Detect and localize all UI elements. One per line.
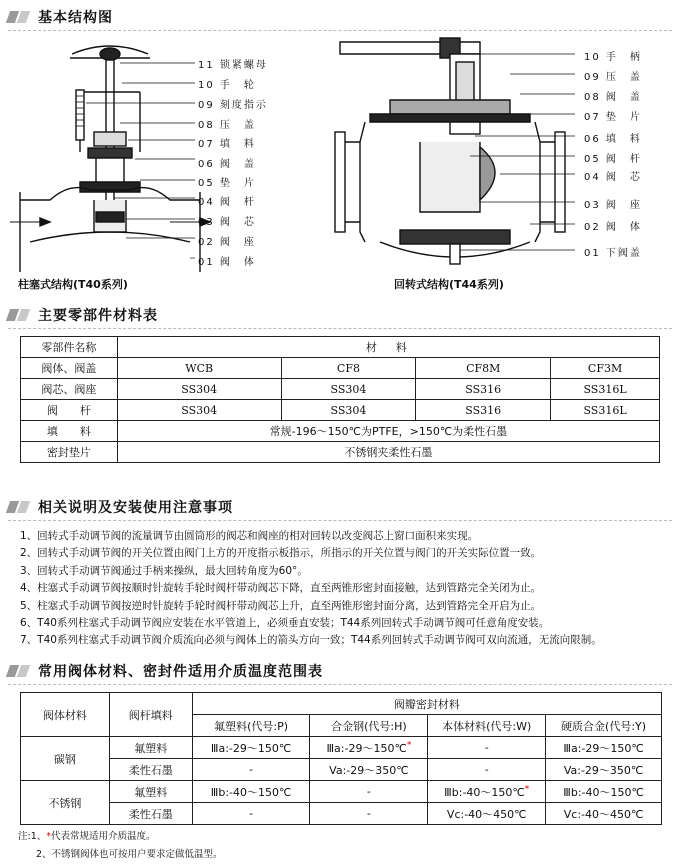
star-mark: * xyxy=(46,831,51,842)
section-marker-icon xyxy=(8,308,30,322)
table-cell: 氟塑料 xyxy=(109,781,192,803)
table-cell: Va:-29～350℃ xyxy=(546,759,662,781)
table-header-cell: 硬质合金(代号:Y) xyxy=(546,715,662,737)
table-header-cell: 合金钢(代号:H) xyxy=(310,715,428,737)
part-label: 09 刻度指示 xyxy=(198,100,268,111)
part-label: 02 阀 座 xyxy=(198,237,256,248)
notes-list xyxy=(20,528,670,650)
table-row xyxy=(21,442,660,463)
table-header-cell: 材 料 xyxy=(117,337,659,358)
table-row xyxy=(21,337,660,358)
part-label: 07 填 料 xyxy=(198,139,256,150)
divider xyxy=(8,328,672,329)
section-marker-icon xyxy=(8,10,30,24)
divider xyxy=(8,30,672,31)
table-row xyxy=(21,803,662,825)
table-cell: SS316 xyxy=(416,400,551,421)
list-item: 3、回转式手动调节阀通过手柄来操纵，最大回转角度为60°。 xyxy=(20,564,308,577)
section-structure xyxy=(8,6,113,28)
table-row xyxy=(21,400,660,421)
part-label: 08 压 盖 xyxy=(198,120,256,131)
table-row xyxy=(21,421,660,442)
table-cell: 阀 杆 xyxy=(21,400,118,421)
table-cell: SS304 xyxy=(281,400,416,421)
part-label: 04 阀 杆 xyxy=(198,197,256,208)
table-cell: Ⅲa:-29～150℃ xyxy=(192,737,310,759)
table-cell: 常规-196～150℃为PTFE，>150℃为柔性石墨 xyxy=(117,421,659,442)
table-row xyxy=(21,693,662,715)
star-mark: * xyxy=(524,783,530,794)
table-cell: SS316L xyxy=(551,379,660,400)
table-header-cell: 阀杆填料 xyxy=(109,693,192,737)
section-title: 基本结构图 xyxy=(38,10,113,26)
table-header-cell: 氟塑料(代号:P) xyxy=(192,715,310,737)
part-label: 06 阀 盖 xyxy=(198,159,256,170)
table-cell: 柔性石墨 xyxy=(109,759,192,781)
table-cell: 阀体、阀盖 xyxy=(21,358,118,379)
part-label: 07 垫 片 xyxy=(584,112,642,123)
temperature-table xyxy=(20,692,662,825)
diagram-caption: 柱塞式结构(T40系列) xyxy=(18,278,128,291)
table-row xyxy=(21,379,660,400)
table-cell: SS316 xyxy=(416,379,551,400)
divider xyxy=(8,684,672,685)
part-label: 08 阀 盖 xyxy=(584,92,642,103)
list-item: 2、回转式手动调节阀的开关位置由阀门上方的开度指示板指示，所指示的开关位置与阀门的开关实际位置一致。 xyxy=(20,547,542,560)
table-cell: 填 料 xyxy=(21,421,118,442)
table-header-cell: 阀体材料 xyxy=(21,693,110,737)
table-cell: SS304 xyxy=(281,379,416,400)
table-cell: 密封垫片 xyxy=(21,442,118,463)
table-cell: Va:-29～350℃ xyxy=(310,759,428,781)
table-cell: 阀芯、阀座 xyxy=(21,379,118,400)
part-label: 03 阀 芯 xyxy=(198,217,256,228)
part-label: 01 阀 体 xyxy=(198,257,256,268)
part-label: 05 垫 片 xyxy=(198,178,256,189)
divider xyxy=(8,520,672,521)
table-cell: - xyxy=(192,803,310,825)
table-cell: CF8 xyxy=(281,358,416,379)
section-notes xyxy=(8,496,233,518)
section-marker-icon xyxy=(8,664,30,678)
table-row xyxy=(21,759,662,781)
part-label: 10 手 柄 xyxy=(584,52,642,63)
table-cell: 碳钢 xyxy=(21,737,110,781)
table-header-cell: 阀瓣密封材料 xyxy=(192,693,661,715)
table-cell: CF3M xyxy=(551,358,660,379)
table-cell: Vc:-40～450℃ xyxy=(546,803,662,825)
table-cell: - xyxy=(192,759,310,781)
table-cell: - xyxy=(428,737,546,759)
table-cell: 不锈钢 xyxy=(21,781,110,825)
part-label: 05 阀 杆 xyxy=(584,154,642,165)
section-title: 相关说明及安装使用注意事项 xyxy=(38,500,233,516)
table-cell: - xyxy=(428,759,546,781)
section-marker-icon xyxy=(8,500,30,514)
table-row xyxy=(21,781,662,803)
list-item: 1、回转式手动调节阀的流量调节由圆筒形的阀芯和阀座的相对回转以改变阀芯上窗口面积来实现。 xyxy=(20,530,479,542)
section-materials xyxy=(8,304,158,326)
part-label: 06 填 料 xyxy=(584,134,642,145)
table-cell: Ⅲa:-29～150℃ xyxy=(546,737,662,759)
section-title: 主要零部件材料表 xyxy=(38,308,158,324)
part-label: 04 阀 芯 xyxy=(584,172,642,183)
part-label: 03 阀 座 xyxy=(584,200,642,211)
list-item: 4、柱塞式手动调节阀按顺时针旋转手轮时阀杆带动阀芯下降，直至两锥形密封面接触，达到管路完全关闭为止。 xyxy=(20,582,542,595)
table-cell: - xyxy=(310,803,428,825)
rotary-valve-diagram xyxy=(330,32,580,272)
table-cell: 不锈钢夹柔性石墨 xyxy=(117,442,659,463)
table-header-cell: 本体材料(代号:W) xyxy=(428,715,546,737)
table-cell: Ⅲb:-40～150℃ xyxy=(546,781,662,803)
table-cell: - xyxy=(310,781,428,803)
section-title: 常用阀体材料、密封件适用介质温度范围表 xyxy=(38,664,323,680)
material-table xyxy=(20,336,660,463)
footnote: 注:1、*代表常规适用介质温度。 xyxy=(18,831,156,842)
part-label: 02 阀 体 xyxy=(584,222,642,233)
table-cell: Ⅲb:-40～150℃* xyxy=(428,781,546,803)
table-cell: Ⅲa:-29～150℃* xyxy=(310,737,428,759)
table-cell: SS316L xyxy=(551,400,660,421)
list-item: 5、柱塞式手动调节阀按逆时针旋转手轮时阀杆带动阀芯上升，直至两锥形密封面分离，达到管路完全开启为止。 xyxy=(20,599,542,612)
part-label: 01 下阀盖 xyxy=(584,248,642,259)
table-cell: CF8M xyxy=(416,358,551,379)
star-mark: * xyxy=(406,739,412,750)
part-label: 09 压 盖 xyxy=(584,72,642,83)
table-header-cell: 零部件名称 xyxy=(21,337,118,358)
table-cell: 柔性石墨 xyxy=(109,803,192,825)
table-cell: 氟塑料 xyxy=(109,737,192,759)
part-label: 11 锁紧螺母 xyxy=(198,60,268,71)
table-cell: Ⅲb:-40～150℃ xyxy=(192,781,310,803)
table-cell: SS304 xyxy=(117,400,281,421)
section-temperature xyxy=(8,660,323,682)
table-cell: SS304 xyxy=(117,379,281,400)
list-item: 6、T40系列柱塞式手动调节阀应安装在水平管道上，必须垂直安装；T44系列回转式手动调节阀可任意角度安装。 xyxy=(20,617,550,630)
table-row xyxy=(21,358,660,379)
table-row xyxy=(21,737,662,759)
list-item: 7、T40系列柱塞式手动调节阀介质流向必须与阀体上的箭头方向一致；T44系列回转式手动调节阀可双向流通，无流向限制。 xyxy=(20,634,602,647)
part-label: 10 手 轮 xyxy=(198,80,256,91)
table-cell: WCB xyxy=(117,358,281,379)
diagram-caption: 回转式结构(T44系列) xyxy=(394,278,504,291)
footnote: 2、不锈钢阀体也可按用户要求定做低温型。 xyxy=(36,849,223,860)
table-cell: Vc:-40～450℃ xyxy=(428,803,546,825)
